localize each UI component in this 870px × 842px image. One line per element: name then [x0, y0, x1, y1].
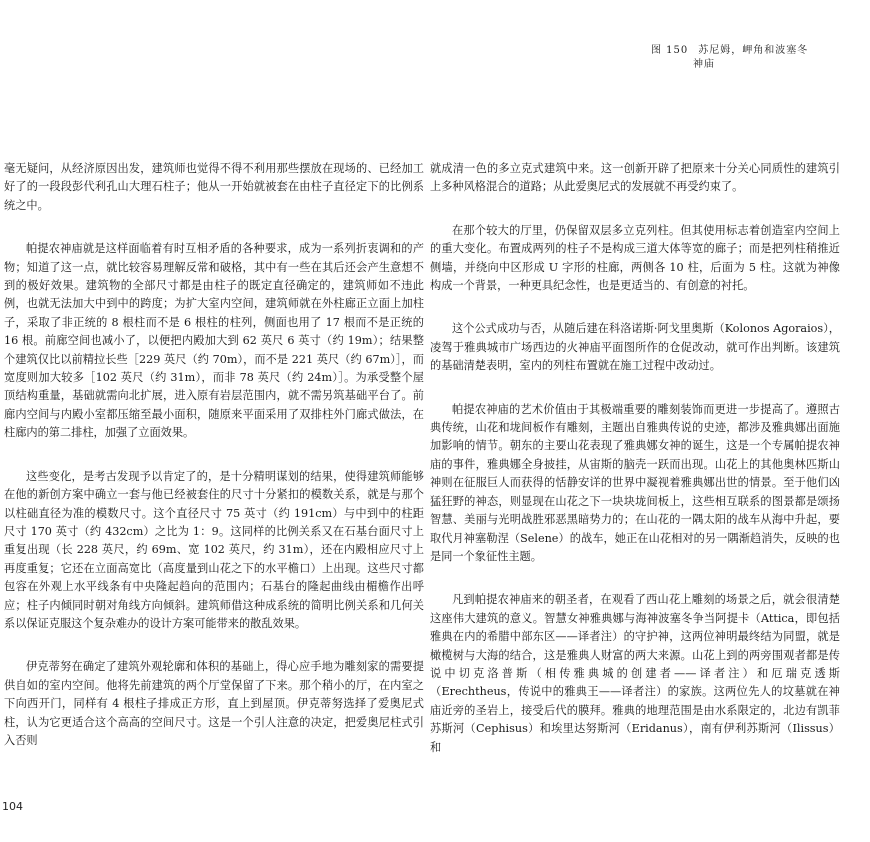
- paragraph: 在那个较大的厅里，仍保留双层多立克列柱。但其使用标志着创造室内空间上的重大变化。布置成两列的柱子不是构成三道大体等宽的廊子；而是把列柱稍推近侧墙，并绕向中区形成 U 字形的柱廊，两侧各 10 柱，后面为 5 柱。这就为神像构成一个背景，一种更具纪念性，也是更适当的、有创意的衬托。: [430, 223, 840, 293]
- paragraph: 帕提农神庙就是这样面临着有时互相矛盾的各种要求，成为一系列折衷调和的产物；知道了这一点，就比较容易理解反常和破格，其中有一些在其后还会产生意想不到的极好效果。建筑物的全部尺寸都是由柱子的既定直径确定的，建筑师如不违此例，也就无法加大中到中的跨度；为扩大室内空间，建筑师就在外柱廊正立面上加柱子，采取了非正统的 8 根柱而不是 6 根柱的柱列，侧面也用了 17 根而不是正统的 16 根。前廊空间也减小了，以便把内殿加大到 62 英尺 6 英寸（约 19m）；结果整个建筑仅比以前精拉长些［229 英尺（约 70m），而不是 221 英尺（约 67m）］，而宽度则加大较多［102 英尺（约 31m），而非 78 英尺（约 24m）］。为承受整个屋顶结构重量，基础就需向北扩展，进入原有岩层范围内，就不需另筑基础平台了。前廊内空间与内殿小室都压缩至最小面积，随原来平面采用了双排柱外门廊式做法，在柱廊内的第二排柱，加强了立面效果。: [4, 242, 424, 440]
- caption-text-line2: 神庙: [693, 59, 715, 70]
- figure-caption: [651, 44, 851, 72]
- figure-label: 图 150: [651, 45, 689, 56]
- page-number: 104: [2, 800, 23, 813]
- paragraph: 这个公式成功与否，从随后建在科洛诺斯·阿戈里奥斯（Kolonos Agoraios），凌驾于雅典城市广场西边的火神庙平面图所作的仓促改动，就可作出判断。该建筑的基础清楚表明，室内的列柱布置就在施工过程中改动过。: [430, 322, 840, 373]
- paragraph: 凡到帕提农神庙来的朝圣者，在观看了西山花上雕刻的场景之后，就会很清楚这座伟大建筑的意义。智慧女神雅典娜与海神波塞冬争当阿提卡（Attica，即包括雅典在内的希腊中部东区——译者注）的守护神，这两位神明最终结为同盟，就是橄榄树与大海的结合，这是雅典人财富的两大来源。山花上到的两旁围观者都是传说中切克洛普斯（相传雅典城的创建者——译者注）和厄瑞克透斯（Erechtheus，传说中的雅典王——译者注）的家族。这两位先人的坟墓就在神庙近旁的圣岩上，接受后代的膜拜。雅典的地理范围是由水系限定的，北边有凯菲苏斯河（Cephisus）和埃里达努斯河（Eridanus），南有伊利苏斯河（Ilissus）和: [430, 593, 840, 754]
- paragraph: 帕提农神庙的艺术价值由于其极端重要的雕刻装饰而更进一步提高了。遵照古典传统，山花和垅间板作有雕刻，主题出自雅典传说的史迹，都涉及雅典娜出面施加影响的情节。朝东的主要山花表现了雅典娜女神的诞生，这是一个专属帕提农神庙的事件，雅典娜全身披挂，从宙斯的脑壳一跃而出现。山花上的其他奥林匹斯山神则在征服巨人而获得的恬静安详的世界中凝视着雅典娜出世的情景。至于他们凶猛狂野的神态，则显现在山花之下一块块垅间板上，这些相互联系的图景都是颂扬智慧、美丽与光明战胜邪恶黑暗势力的；在山花的一隅太阳的战车从海中升起，要取代月神塞勒涅（Selene）的战车，她正在山花相对的另一隅渐趋消失，反映的也是同一个象征性主题。: [430, 402, 840, 563]
- paragraph: 毫无疑问，从经济原因出发，建筑师也觉得不得不利用那些摆放在现场的、已经加工好了的一段段彭代利孔山大理石柱子；他从一开始就被套在由柱子直径定下的比例系统之中。: [4, 162, 424, 212]
- left-text-column: [4, 160, 424, 775]
- caption-text-line1: 苏尼姆，岬角和波塞冬: [698, 45, 809, 56]
- paragraph: 就成清一色的多立克式建筑中来。这一创新开辟了把原来十分关心同质性的建筑引上多种风格混合的道路；从此爱奥尼式的发展就不再受约束了。: [430, 162, 840, 194]
- paragraph: 这些变化，是考古发现予以肯定了的，是十分精明谋划的结果，使得建筑师能够在他的新创方案中确立一套与他已经被套住的尺寸十分紧扣的模数关系，就是与那个以柱础直径为准的模数尺寸。这个直径尺寸 75 英寸（约 191cm）与中到中的柱距尺寸 170 英寸（约 432cm）之比为 1：9。这同样的比例关系又在石基台面尺寸上重复出现（长 228 英尺，约 69m、宽 102 英尺，约 31m），还在内殿相应尺寸上再度重复；它还在立面高宽比（高度量到山花之下的水平檐口）上出现。这些尺寸都包容在外观上水平线条有中央隆起趋向的范围内；石基台的隆起曲线由楣檐作出呼应；柱子内倾同时朝对角线方向倾斜。建筑师借这种成系统的简明比例关系和几何关系以保证克服这个复杂难办的设计方案可能带来的散乱效果。: [4, 469, 424, 630]
- right-text-column: [430, 160, 840, 782]
- paragraph: 伊克蒂努在确定了建筑外观轮廓和体积的基础上，得心应手地为雕刻家的需要提供自如的室内空间。他将先前建筑的两个厅堂保留了下来。那个稍小的厅，在内室之下向西开门，同样有 4 根柱子排成正方形，直上到屋顶。伊克蒂努选择了爱奥尼式柱，认为它更适合这个高高的空间尺寸。这是一个引人注意的决定，把爱奥尼柱式引入否则: [4, 660, 424, 747]
